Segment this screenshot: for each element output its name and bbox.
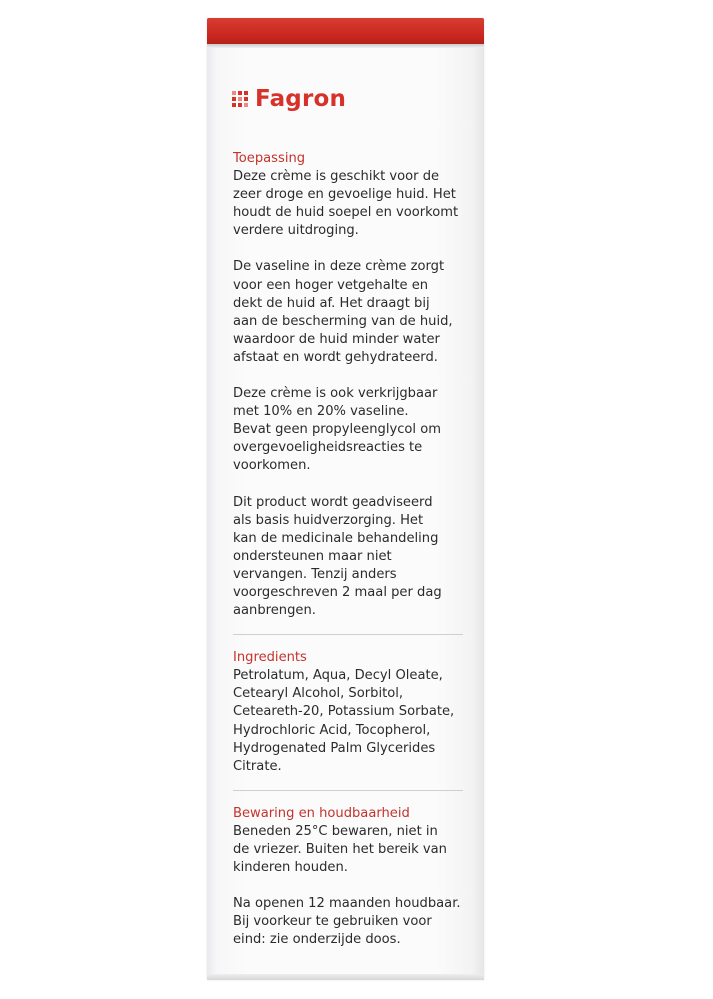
section-ingredients (233, 649, 468, 776)
toepassing-paragraph-4: Dit product wordt geadviseerd als basis huidverzorging. Het kan de medicinale behandeling ondersteunen maar niet vervangen. Tenzij anders voorgeschreven 2 maal per dag aanbrengen. (233, 494, 442, 619)
bewaring-paragraph-1: Beneden 25°C bewaren, niet in de vriezer. Buiten het bereik van kinderen houden. (233, 823, 447, 876)
toepassing-paragraph-3: Deze crème is ook verkrijgbaar met 10% en 20% vaseline. Bevat geen propyleenglycol om overgevoeligheidsreacties te voorkomen. (233, 386, 441, 474)
box-bottom-edge (207, 974, 484, 980)
toepassing-paragraph-1: Deze crème is geschikt voor de zeer droge en gevoelige huid. Het houdt de huid soepel en voorkomt verdere uitdroging. (233, 169, 459, 239)
bewaring-paragraph-2: Na openen 12 maanden houdbaar. Bij voorkeur te gebruiken voor eind: zie onderzijde doos. (233, 896, 461, 948)
box-top-edge (207, 44, 484, 48)
box-text-content (233, 150, 468, 949)
section-bewaring (233, 805, 468, 950)
section-toepassing (233, 150, 468, 620)
brand-name: Fagron (255, 86, 347, 112)
toepassing-paragraph-2: De vaseline in deze crème zorgt voor een hoger vetgehalte en dekt de huid af. Het draagt bij aan de bescherming van de huid, waardoor de huid minder water afstaat en wordt gehydrateerd. (233, 259, 453, 365)
brand-logo (232, 86, 346, 112)
heading-bewaring: Bewaring en houdbaarheid (233, 805, 410, 821)
ingredients-text: Petrolatum, Aqua, Decyl Oleate, Cetearyl Alcohol, Sorbitol, Ceteareth-20, Potassium Sorbate, Hydrochloric Acid, Tocopherol, Hydrogenated Palm Glycerides Citrate. (233, 668, 455, 774)
box-top-red-flap (207, 18, 484, 44)
heading-ingredients: Ingredients (233, 650, 307, 666)
heading-toepassing: Toepassing (233, 151, 306, 166)
logo-dots-icon (232, 91, 248, 107)
